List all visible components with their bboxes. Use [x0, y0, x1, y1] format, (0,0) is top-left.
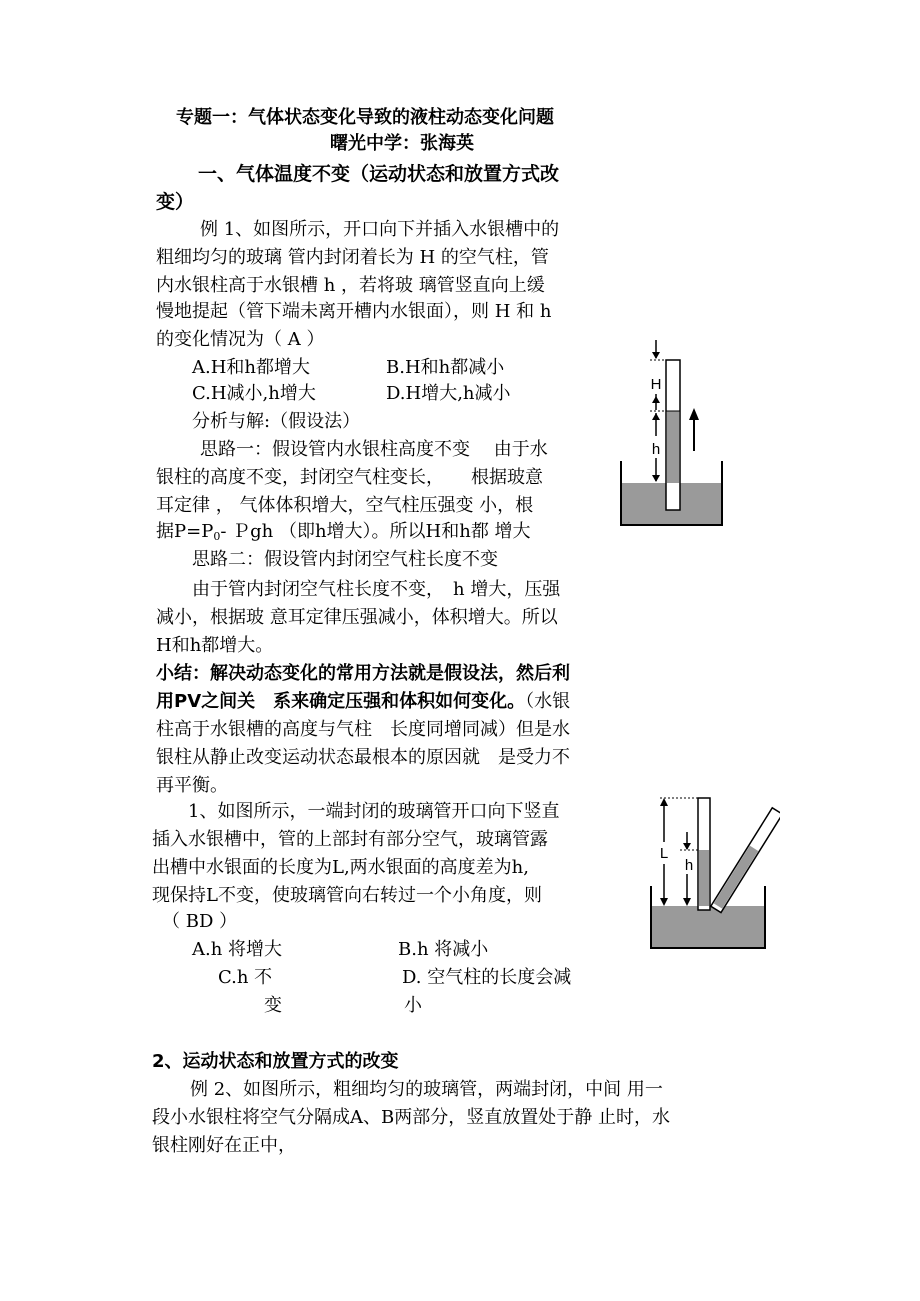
summary-normal: （水银 — [525, 691, 571, 712]
figure-example1 — [610, 336, 730, 528]
page-title: 专题一：气体状态变化导致的液柱动态变化问题 — [176, 107, 554, 128]
example2-line: 例 2、如图所示，粗细均匀的玻璃管，两端封闭，中间 用一 — [190, 1079, 663, 1100]
example2-line: 段小水银柱将空气分隔成A、B两部分，竖直放置处于静 止时，水 — [152, 1107, 670, 1128]
problem1-option-a: A.h 将增大 — [192, 939, 283, 960]
example1-line: 例 1、如图所示，开口向下并插入水银槽中的 — [200, 219, 560, 240]
label-L: L — [659, 845, 669, 862]
arrow-head-icon — [652, 352, 660, 359]
summary-line: 柱高于水银槽的高度与气柱 长度同增同减）但是水 — [156, 719, 570, 740]
up-arrow-icon — [689, 408, 699, 420]
mercury-trough-fill — [651, 906, 765, 948]
idea2-line: 由于管内封闭空气柱长度不变， h 增大，压强 — [192, 579, 561, 600]
idea1-line: 思路一：假设管内水银柱高度不变 由于水 — [200, 439, 548, 460]
idea2-line: H和h都增大。 — [156, 635, 274, 656]
section1-heading-cont: 变） — [156, 191, 195, 213]
example2-line: 银柱刚好在正中， — [152, 1135, 296, 1156]
problem1-line: 插入水银槽中，管的上部封有部分空气，玻璃管露 — [152, 829, 548, 850]
problem1-option-b: B.h 将减小 — [398, 939, 489, 960]
example1-option-a: A.H和h都增大 — [192, 357, 311, 378]
formula-post: - Ｐgh （即h增大）。所以H和h都 增大 — [220, 521, 531, 542]
analysis-label: 分析与解:（假设法） — [192, 411, 361, 432]
label-h: h — [651, 441, 661, 458]
summary-bold: 小结：解决动态变化的常用方法就是假设法，然后利 — [156, 663, 570, 684]
problem1-option-d: D. 空气柱的长度会减 — [402, 967, 572, 988]
problem1-option-d-cont: 小 — [404, 995, 422, 1016]
author: 曙光中学：张海英 — [330, 133, 474, 154]
summary-line: 再平衡。 — [156, 775, 228, 796]
figure-problem1 — [640, 792, 780, 952]
summary-bold-cont: 用PV之间关 系来确定压强和体积如何变化。 — [156, 691, 526, 712]
section1-heading: 一、气体温度不变（运动状态和放置方式改 — [198, 163, 560, 185]
problem1-line: 现保持L不变，使玻璃管向右转过一个小角度，则 — [152, 885, 542, 906]
example1-option-d: D.H增大,h减小 — [386, 383, 511, 404]
mercury-column — [667, 411, 679, 483]
label-h: h — [684, 857, 694, 874]
example1-line: 粗细均匀的玻璃 管内封闭着长为 H 的空气柱，管 — [156, 247, 549, 268]
arrow-head-icon — [652, 413, 660, 420]
example1-line: 慢地提起（管下端未离开槽内水银面），则 H 和 h — [156, 301, 552, 322]
example1-line: 的变化情况为（ A ） — [156, 329, 325, 350]
problem1-line: 1、如图所示，一端封闭的玻璃管开口向下竖直 — [188, 801, 560, 822]
label-H: H — [650, 376, 662, 393]
problem1-option-c-cont: 变 — [264, 995, 282, 1016]
problem1-option-c: C.h 不 — [218, 967, 273, 988]
example1-option-b: B.H和h都减小 — [386, 357, 505, 378]
formula-pre: 据P=P — [156, 521, 214, 542]
glass-tube-tilted — [711, 808, 780, 913]
problem1-line: 出槽中水银面的长度为L,两水银面的高度差为h, — [152, 857, 529, 878]
formula-subscript: 0 — [213, 530, 221, 543]
arrow-head-icon — [652, 396, 660, 403]
mercury-column-vertical — [699, 850, 709, 906]
section2-heading: 2、运动状态和放置方式的改变 — [152, 1051, 399, 1072]
tilted-mercury-column — [714, 846, 759, 909]
arrow-head-icon — [660, 898, 668, 906]
idea2-line: 减小，根据玻 意耳定律压强减小，体积增大。所以 — [156, 607, 558, 628]
example1-line: 内水银柱高于水银槽 h ，若将玻 璃管竖直向上缓 — [156, 275, 545, 296]
arrow-head-icon — [660, 798, 668, 806]
summary-line — [156, 688, 570, 716]
idea2-heading: 思路二：假设管内封闭空气柱长度不变 — [192, 549, 498, 570]
problem1-answer: （ BD ） — [162, 911, 238, 932]
arrow-head-icon — [683, 843, 691, 850]
arrow-head-icon — [683, 898, 691, 906]
summary-line: 银柱从静止改变运动状态最根本的原因就 是受力不 — [156, 747, 570, 768]
arrow-head-icon — [652, 475, 660, 482]
example1-option-c: C.H减小,h增大 — [192, 383, 316, 404]
idea1-line: 耳定律 ， 气体体积增大，空气柱压强变 小，根 — [156, 495, 534, 516]
idea1-line: 银柱的高度不变，封闭空气柱变长， 根据玻意 — [156, 467, 543, 488]
